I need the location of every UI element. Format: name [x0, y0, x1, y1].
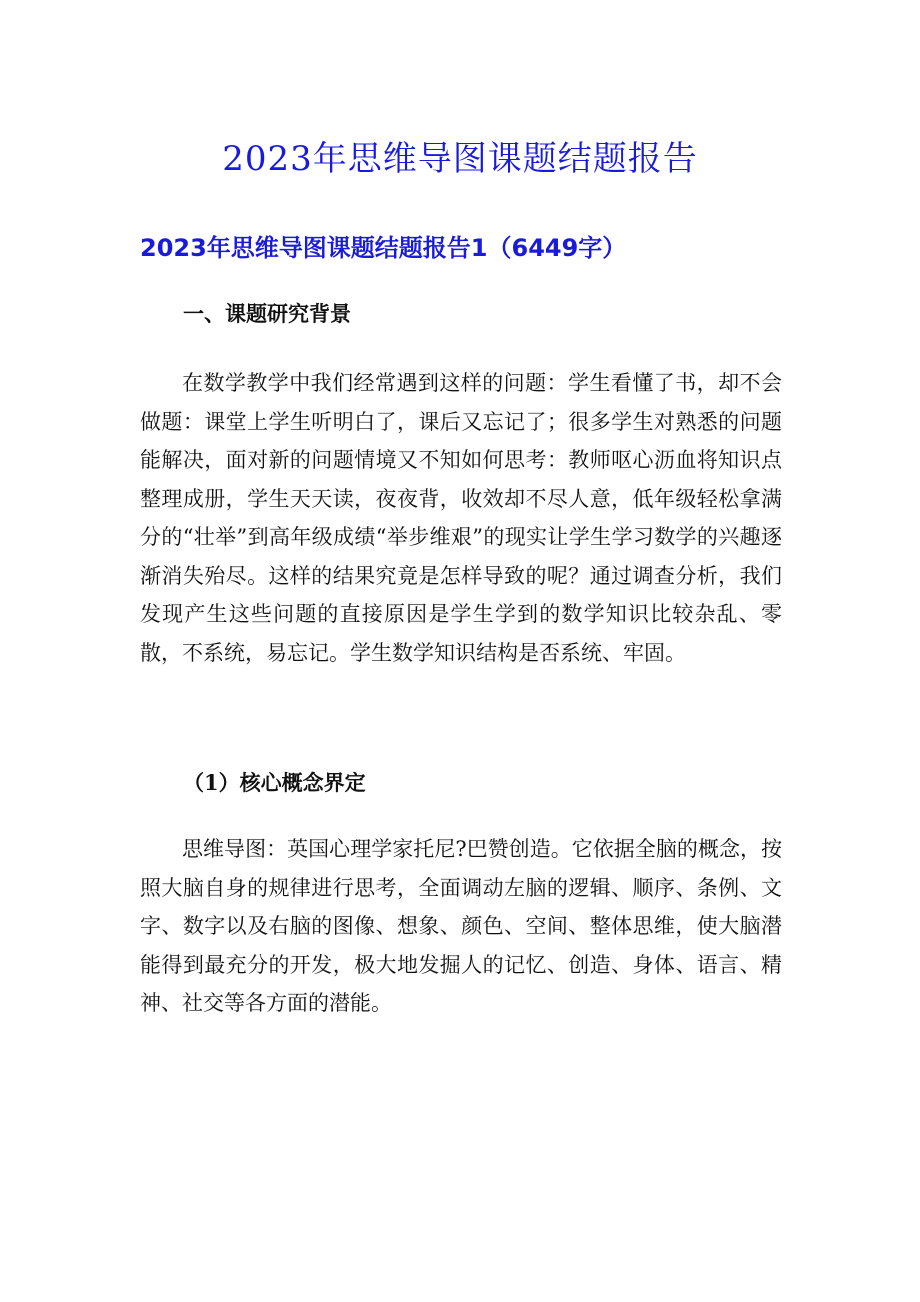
paragraph-mind-map-definition: 思维导图：英国心理学家托尼?巴赞创造。它依据全脑的概念，按照大脑自身的规律进行思考，全面调动左脑的逻辑、顺序、条例、文字、数字以及右脑的图像、想象、颜色、空间、整体思维，使大脑潜能得到最充分的开发，极大地发掘人的记忆、创造、身体、语言、精神、社交等各方面的潜能。: [140, 837, 782, 1015]
sub-heading-core-concept: （1）核心概念界定: [183, 770, 366, 795]
heading-research-background: 一、课题研究背景: [183, 302, 351, 326]
section-title: 2023年思维导图课题结题报告1（6449字）: [140, 234, 627, 262]
paragraph-background: 在数学教学中我们经常遇到这样的问题：学生看懂了书，却不会做题：课堂上学生听明白了，课后又忘记了；很多学生对熟悉的问题能解决，面对新的问题情境又不知如何思考：教师呕心沥血将知识点整理成册，学生天天读，夜夜背，收效却不尽人意，低年级轻松拿满分的“壮举”到高年级成绩“举步维艰”的现实让学生学习数学的兴趣逐渐消失殆尽。这样的结果究竟是怎样导致的呢？通过调查分析，我们发现产生这些问题的直接原因是学生学到的数学知识比较杂乱、零散，不系统，易忘记。学生数学知识结构是否系统、牢固。: [140, 371, 782, 665]
document-title: 2023年思维导图课题结题报告: [222, 139, 698, 179]
